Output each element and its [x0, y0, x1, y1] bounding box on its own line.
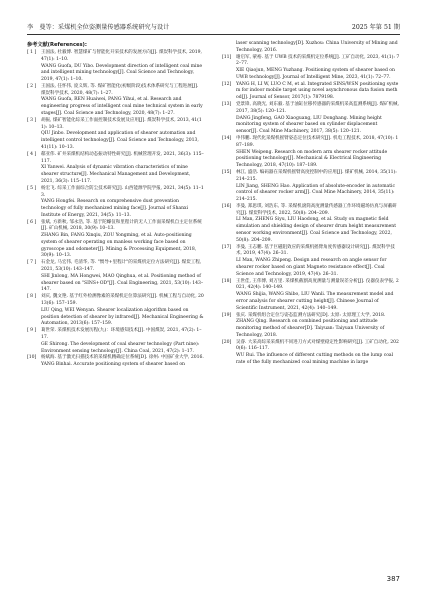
reference-number: [ 6 ] — [27, 219, 37, 225]
references-heading: 参考文献(References): — [27, 42, 87, 48]
reference-citation: 张庆. 采煤机组合定位与姿态监测方法研究[D]. 太原: 太原理工大学, 2018. — [236, 312, 386, 318]
reference-number: [18] — [222, 278, 232, 284]
reference-text — [236, 136, 400, 170]
reference-citation: 张斌, 方新秋, 邹永浩, 等. 基于陀螺仪和里程计的无人工作面采煤机自主定位系统[J]. 矿山机械, 2018, 30(9): 10–13. — [41, 219, 202, 232]
reference-continuation: laser scanning technology[D]. Xuzhou: China University of Mining and Technology, 2016. — [236, 41, 398, 53]
reference-citation: 申伟鹏. 现代化采煤机摇臂姿态定位技术研究[J]. 机电工程技术, 2018, 47(10): 187–189. — [236, 136, 399, 148]
reference-translation: DANG Jingfeng, GAO Xiaoguang, LIU Donghang. Mining height monitoring system of shearer based on cylinder displacement sensor[J]. Coal Mine Machinery, 2017, 38(5): 120–121. — [236, 115, 382, 135]
reference-list-left — [27, 50, 204, 369]
reference-citation: 吴睿. 大采高综采采煤机不同进刀方式对煤壁稳定性影响研究[J]. 工矿自动化, 2020(6): 116–117. — [236, 339, 399, 352]
reference-translation: LIN Jiang, SHENG Hao. Application of absolute-encoder in automatic control of shearer rocker arm[J]. Coal Mine Machinery, 2014, 35(11): 214–215. — [236, 183, 395, 202]
reference-citation: 王国法, 任怀伟, 庞义辉, 等. 煤矿智能化(初级阶段)技术体系研究与工程进展[J]. 煤炭科学技术, 2020, 48(7): 1–27. — [41, 83, 199, 96]
reference-text — [41, 84, 204, 118]
reference-citation: 林江, 盛浩. 编码器在采煤机摇臂高度控制中的应用[J]. 煤矿机械, 2014, 35(11): 214–215. — [236, 170, 397, 182]
reference-translation: SHEN Weipeng. Research on modern arm shearer rocker attitude positioning technology[J]. Mechanical & Electrical Engineering Technology, 2018, 47(10): 187–189. — [236, 149, 388, 169]
reference-text — [41, 50, 204, 84]
reference-text — [41, 118, 204, 152]
reference-number: [17] — [222, 244, 232, 250]
reference-item — [27, 220, 204, 261]
reference-item — [222, 136, 400, 170]
reference-item — [27, 186, 204, 220]
reference-translation: WANG Guofa, DU Yibo. Development direction of intelligent coal mine and intelligent mining technology[J]. Coal Science and Technology, 2019, 47(1): 1–10. — [41, 63, 203, 82]
reference-item — [222, 82, 400, 102]
reference-translation: LIU Qing, WEI Wenyan. Shearer localization algorithm based on position detection of shearer by infrared[J]. Mechanical Engineering & Automation, 2013(6): 157–159. — [41, 307, 204, 327]
reference-citation: 杨斌海. 基于激光扫描技术的采煤机精确定位系统[D]. 徐州: 中国矿业大学, 2016. — [41, 355, 204, 361]
reference-number: [19] — [222, 312, 232, 318]
reference-number: [ 9 ] — [27, 328, 37, 334]
reference-translation: LI Man, ZHENG Siyu, LIU Haodong, et al. Study on magnetic field simulation and shielding design of shearer drum height measurement sensor working environment[J]. Coal Science and Technology, 2022, 50(8): 204–209. — [236, 217, 397, 243]
reference-number: [ 2 ] — [27, 83, 37, 89]
reference-text — [236, 170, 400, 204]
reference-text — [41, 260, 204, 294]
reference-translation: XI Yanwei. Analysis of dynamic vibration characteristics of mine shearer structure[J]. Mechanical Management and Development, 2021, 36(3): 115–117. — [41, 165, 191, 184]
reference-number: [15] — [222, 170, 232, 175]
reference-text — [41, 152, 204, 186]
header-article-title: 李 曼等：采煤机全位姿测量传感器系统研究与设计 — [27, 24, 170, 31]
reference-citation: 李曼, 王志鹏. 基于巨磁阻效应的采煤机摇臂角度传感器设计研究[J]. 煤炭科学技术, 2019, 47(4): 26–31. — [236, 244, 395, 257]
reference-item — [27, 328, 204, 355]
reference-text — [236, 102, 400, 136]
reference-item — [27, 294, 204, 328]
reference-citation: 郗亚伟. 矿井采煤机结构动态振动特性研究[J]. 机械管理开发, 2021, 36(3): 115–117. — [41, 151, 204, 164]
reference-text — [236, 82, 400, 102]
reference-text — [236, 204, 400, 245]
reference-number: [ 3 ] — [27, 117, 37, 123]
reference-number: [ 7 ] — [27, 260, 37, 266]
reference-item — [27, 152, 204, 186]
reference-citation: 杨宏飞. 综采工作面综合防尘技术研究[J]. 山西能源学院学报, 2021, 34(5): 11–13. — [41, 185, 204, 198]
header-issue: 2025 年第 51 期 — [351, 24, 400, 31]
reference-item — [27, 355, 204, 369]
reference-text — [41, 220, 204, 261]
reference-citation: 王世佳, 王伟博, 刘万里. 采煤机截割高度测量与测量误差分析[J]. 仪器仪表学报, 2021, 42(4): 140–149. — [236, 278, 399, 291]
reference-translation: SHI Jinlong, MA Hongwei, MAO Qinghua, et al. Positioning method of shearer based on "SINS+OD"[J]. Coal Engineering, 2021, 53(10): 143–147. — [41, 273, 204, 293]
reference-text — [41, 186, 204, 220]
reference-number: [14] — [222, 136, 232, 142]
references-right-column — [222, 41, 400, 367]
reference-number: [12] — [222, 81, 232, 87]
reference-item — [222, 313, 400, 340]
reference-number: [16] — [222, 203, 232, 209]
reference-citation: 刘庆, 魏文艳. 基于红外检测像素的采煤机定位算法研究[J]. 机械工程与自动化, 2013(6): 157–159. — [41, 294, 204, 307]
reference-citation: 李曼, 郑思琪, 刘浩东, 等. 采煤机滚筒高度测量传感器工作环境磁场仿真与屏蔽研究[J]. 煤炭科学技术, 2022, 50(8): 204–209. — [236, 203, 397, 216]
reference-item — [27, 84, 204, 118]
reference-translation: XIE Qiaojun, MENG Yuzhang. Positioning system of shearer based on UWB technology[J]. Journal of Intelligent Mine, 2023, 41(1): 72–77. — [236, 68, 395, 80]
reference-citation: 葛世荣. 采煤机技术发展历程(九)：环境感知技术[J]. 中国煤炭, 2021, 47(2): 1–17. — [41, 328, 202, 340]
reference-number: [ 8 ] — [27, 294, 37, 300]
reference-item — [222, 170, 400, 204]
page-number: 387 — [386, 575, 400, 583]
references-left-column — [27, 41, 204, 369]
reference-translation: GE Shirong. The development of coal shearer technology (Part nine): Environment sensing technology[J]. China Coal, 2021, 47(2): 1–17. — [41, 341, 200, 354]
reference-translation: WANG Shijia, WANG Shibo, LIU Wanli. The measurement model and error analysis for shearer cutting height[J]. Chinese Journal of Scientific Instrument, 2021, 42(4): 140–149. — [236, 292, 394, 311]
reference-text — [236, 340, 400, 367]
reference-number: [ 5 ] — [27, 185, 37, 191]
reference-item — [222, 102, 400, 136]
reference-number: [ 1 ] — [27, 50, 37, 55]
reference-citation: 石金龙, 马宏伟, 毛清华, 等. "惯导+里程计"的采煤机定位方法研究[J]. 煤炭工程, 2021, 53(10): 143–147. — [41, 260, 202, 273]
reference-number: [11] — [222, 54, 232, 60]
reference-text — [236, 279, 400, 313]
reference-item — [222, 279, 400, 313]
reference-text — [236, 313, 400, 340]
reference-item — [222, 245, 400, 279]
reference-text — [41, 328, 204, 355]
reference-translation: WU Rui. The influence of different cutting methods on the lump coal rate of the fully mechanized coal mining machine in large — [236, 353, 394, 365]
reference-number: [ 4 ] — [27, 151, 37, 157]
reference-translation: YANG Hongfei. Research on comprehensive dust prevention technology of fully mechanized mining face[J]. Journal of Shanxi Institute of Energy, 2021, 34(5): 11–13. — [41, 199, 189, 218]
reference-text — [236, 55, 400, 82]
reference-translation: YANG Binhai. Accurate positioning system of shearer based on — [41, 362, 185, 368]
reference-citation: 谢启军, 蒙裕. 基于 UWB 技术的采煤机定位系统[J]. 工矿自动化, 2023, 41(1): 72–77. — [236, 54, 400, 67]
reference-text — [41, 294, 204, 328]
reference-item — [222, 55, 400, 82]
reference-item — [222, 204, 400, 245]
reference-citation: YANG H, LI W, LUO C M, et al. Integrated SINS/WSN positioning system for indoor mobile target using novel asynchronous data fusion method[J]. Journal of Sensor, 2017(1): 7879198. — [236, 81, 399, 101]
reference-translation: ZHANG Bin, FANG Xinqiu, ZOU Yongming, et al. Auto-positioning system of shearer operating on manless working face based on gyroscope and odometer[J]. Mining & Processing Equipment, 2018, 30(9): 10–13. — [41, 233, 197, 259]
reference-text — [236, 245, 400, 279]
reference-translation: LI Man, WANG Zhipeng. Design and research on angle sensor for shearer rocker based on giant Magneto resistance effect[J]. Coal Science and Technology, 2019, 47(4): 26–31. — [236, 258, 387, 277]
reference-translation: QIU Jinbo. Development and application of shearer automation and intelligent control technology[J]. Coal Science and Technology, 2013, 41(11): 10–13. — [41, 131, 199, 150]
reference-citation: 胡振, 煤矿智能化综采工作面控制技术发展及应用[J]. 煤炭科学技术, 2013, 41(11): 10–13. — [41, 117, 202, 130]
reference-item — [27, 118, 204, 152]
reference-number: [13] — [222, 102, 232, 108]
reference-list-right — [222, 55, 400, 367]
reference-item — [222, 340, 400, 367]
reference-item — [27, 50, 204, 84]
reference-text — [41, 355, 204, 369]
reference-translation: WANG Guofa, REN Huaiwei, PANG Yihui, et al. Research and engineering progress of intelligent coal mine technical system in early stages[J]. Coal Science and Technology, 2020, 48(7): 1–27. — [41, 97, 203, 116]
reference-number: [20] — [222, 339, 232, 345]
page-header — [27, 20, 400, 35]
reference-number: [10] — [27, 355, 37, 361]
reference-item — [27, 260, 204, 294]
reference-translation: ZHANG Qing. Research on combined positioning and attitude monitoring method of shearer[D]. Taiyuan: Taiyuan University of Technology, 2018. — [236, 319, 385, 338]
reference-citation: 王国法, 杜毅博. 智慧煤矿与智能化开采技术的发展方向[J]. 煤炭科学技术, 2019, 47(1): 1–10. — [41, 50, 202, 62]
reference-citation: 党景锋, 高晓光, 刘东毅. 基于油缸位移传感器的采煤机采高监测系统[J]. 煤矿机械, 2017, 38(5): 120–121. — [236, 102, 399, 114]
